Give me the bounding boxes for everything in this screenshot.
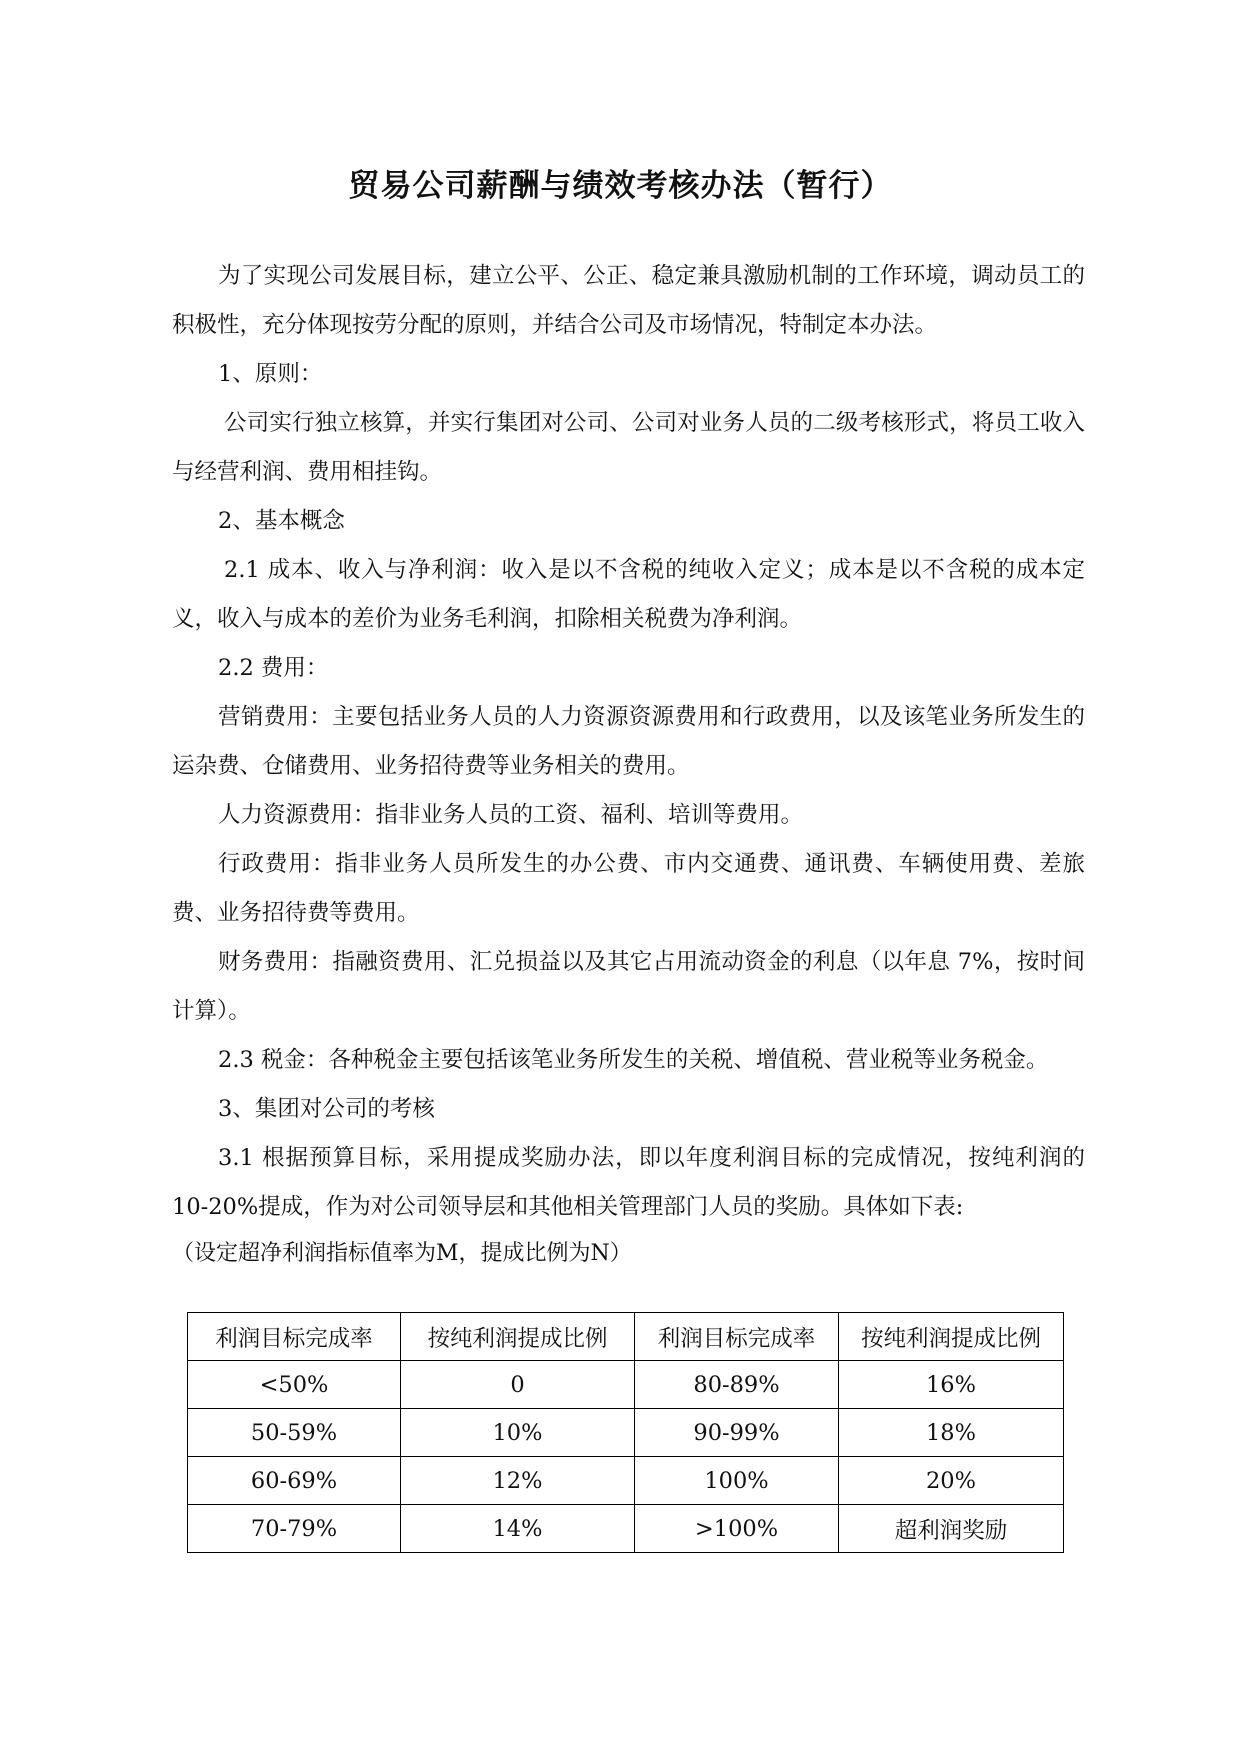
tax-paragraph: 2.3 税金：各种税金主要包括该笔业务所发生的关税、增值税、营业税等业务税金。 bbox=[218, 1047, 1049, 1073]
table-row bbox=[188, 1505, 1064, 1553]
table-note: （设定超净利润指标值率为M，提成比例为N） bbox=[172, 1241, 632, 1266]
table-row bbox=[188, 1409, 1064, 1457]
section-heading-principle: 1、原则： bbox=[218, 361, 323, 387]
intro-paragraph: 为了实现公司发展目标，建立公平、公正、稳定兼具激励机制的工作环境，调动员工的积极性，充分体现按劳分配的原则，并结合公司及市场情况，特制定本办法。 bbox=[172, 263, 1085, 338]
subsection-heading-expenses: 2.2 费用： bbox=[218, 655, 329, 681]
principle-paragraph: 公司实行独立核算，并实行集团对公司、公司对业务人员的二级考核形式，将员工收入与经营利润、费用相挂钩。 bbox=[172, 410, 1085, 485]
table-cell: 90-99% bbox=[635, 1409, 839, 1457]
table-cell: 16% bbox=[839, 1361, 1064, 1409]
table-cell: 12% bbox=[401, 1457, 635, 1505]
table-cell: 60-69% bbox=[188, 1457, 401, 1505]
table-header-cell: 按纯利润提成比例 bbox=[401, 1313, 635, 1361]
table-cell: >100% bbox=[635, 1505, 839, 1553]
admin-expense-paragraph: 行政费用：指非业务人员所发生的办公费、市内交通费、通讯费、车辆使用费、差旅费、业务招待费等费用。 bbox=[172, 851, 1085, 926]
finance-expense-paragraph: 财务费用：指融资费用、汇兑损益以及其它占用流动资金的利息（以年息 7%，按时间计算）。 bbox=[172, 949, 1085, 1024]
table-header-cell: 利润目标完成率 bbox=[635, 1313, 839, 1361]
table-cell: 100% bbox=[635, 1457, 839, 1505]
table-cell: 50-59% bbox=[188, 1409, 401, 1457]
table-cell: 10% bbox=[401, 1409, 635, 1457]
assessment-paragraph: 3.1 根据预算目标，采用提成奖励办法，即以年度利润目标的完成情况，按纯利润的 10-20%提成，作为对公司领导层和其他相关管理部门人员的奖励。具体如下表: bbox=[172, 1145, 1085, 1220]
table-header-row bbox=[188, 1313, 1064, 1361]
table-cell: 70-79% bbox=[188, 1505, 401, 1553]
table-cell: 14% bbox=[401, 1505, 635, 1553]
table-row bbox=[188, 1361, 1064, 1409]
section-heading-concepts: 2、基本概念 bbox=[218, 508, 345, 534]
commission-ratio-table bbox=[187, 1312, 1064, 1553]
table-row bbox=[188, 1457, 1064, 1505]
concept-cost-income-paragraph: 2.1 成本、收入与净利润：收入是以不含税的纯收入定义；成本是以不含税的成本定义，收入与成本的差价为业务毛利润，扣除相关税费为净利润。 bbox=[172, 557, 1085, 632]
table-header-cell: 按纯利润提成比例 bbox=[839, 1313, 1064, 1361]
table-cell: 18% bbox=[839, 1409, 1064, 1457]
table-cell: <50% bbox=[188, 1361, 401, 1409]
table-cell: 20% bbox=[839, 1457, 1064, 1505]
table-cell: 80-89% bbox=[635, 1361, 839, 1409]
hr-expense-paragraph: 人力资源费用：指非业务人员的工资、福利、培训等费用。 bbox=[218, 802, 804, 828]
document-body bbox=[172, 252, 1085, 1274]
section-heading-assessment: 3、集团对公司的考核 bbox=[218, 1096, 435, 1122]
table-cell: 0 bbox=[401, 1361, 635, 1409]
marketing-expense-paragraph: 营销费用：主要包括业务人员的人力资源资源费用和行政费用，以及该笔业务所发生的运杂费、仓储费用、业务招待费等业务相关的费用。 bbox=[172, 704, 1085, 779]
document-title: 贸易公司薪酬与绩效考核办法（暂行） bbox=[348, 168, 893, 204]
table-cell: 超利润奖励 bbox=[839, 1505, 1064, 1553]
table-header-cell: 利润目标完成率 bbox=[188, 1313, 401, 1361]
